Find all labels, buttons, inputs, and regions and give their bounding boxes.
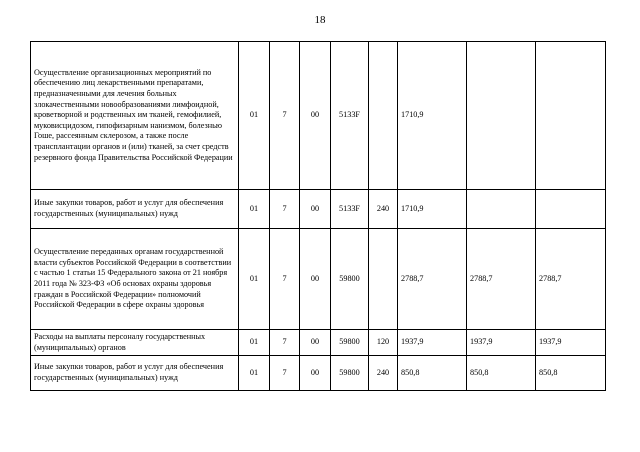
table-row [31, 356, 606, 391]
page-number: 18 [314, 14, 326, 26]
section-code: 01 [239, 229, 270, 330]
amount-year-3 [536, 190, 606, 229]
program-code: 00 [300, 42, 331, 190]
row-name: Иные закупки товаров, работ и услуг для обеспечения государственных (муниципальных) нужд [31, 356, 239, 391]
amount-year-1: 1937,9 [398, 330, 467, 356]
amount-year-3 [536, 42, 606, 190]
expense-type-code: 240 [369, 190, 398, 229]
table-row [31, 330, 606, 356]
row-name: Иные закупки товаров, работ и услуг для обеспечения государственных (муниципальных) нужд [31, 190, 239, 229]
amount-year-2: 850,8 [467, 356, 536, 391]
expense-type-code [369, 42, 398, 190]
amount-year-3: 850,8 [536, 356, 606, 391]
amount-year-1: 850,8 [398, 356, 467, 391]
expense-type-code: 120 [369, 330, 398, 356]
row-name: Осуществление организационных мероприятий по обеспечению лиц лекарственными препаратами, предназначенными для лечения больных злокачественными новообразованиями лимфоидной, кроветворной и родственных им тканей, гемофилией, муковисцидозом, гипофизарным нанизмом, болезнью Гоше, рассеянным склерозом, а также после трансплантации органов и (или) тканей, за счет средств резервного фонда Правительства Российской Федерации [31, 42, 239, 190]
budget-table [30, 41, 606, 391]
section-code: 01 [239, 356, 270, 391]
program-code: 00 [300, 190, 331, 229]
subsection-code: 7 [270, 356, 300, 391]
table-row [31, 229, 606, 330]
program-code: 00 [300, 229, 331, 330]
table-row [31, 42, 606, 190]
direction-code: 5133F [331, 190, 369, 229]
amount-year-2: 2788,7 [467, 229, 536, 330]
program-code: 00 [300, 330, 331, 356]
expense-type-code: 240 [369, 356, 398, 391]
direction-code: 59800 [331, 356, 369, 391]
subsection-code: 7 [270, 330, 300, 356]
row-name: Расходы на выплаты персоналу государственных (муниципальных) органов [31, 330, 239, 356]
subsection-code: 7 [270, 229, 300, 330]
section-code: 01 [239, 190, 270, 229]
direction-code: 5133F [331, 42, 369, 190]
amount-year-1: 2788,7 [398, 229, 467, 330]
program-code: 00 [300, 356, 331, 391]
expense-type-code [369, 229, 398, 330]
subsection-code: 7 [270, 42, 300, 190]
subsection-code: 7 [270, 190, 300, 229]
section-code: 01 [239, 330, 270, 356]
direction-code: 59800 [331, 330, 369, 356]
section-code: 01 [239, 42, 270, 190]
amount-year-2: 1937,9 [467, 330, 536, 356]
amount-year-2 [467, 190, 536, 229]
amount-year-3: 2788,7 [536, 229, 606, 330]
amount-year-1: 1710,9 [398, 42, 467, 190]
direction-code: 59800 [331, 229, 369, 330]
row-name: Осуществление переданных органам государственной власти субъектов Российской Федерации в соответствии с частью 1 статьи 15 Федерального закона от 21 ноября 2011 года № 323-ФЗ «Об основах охраны здоровья граждан в Российской Федерации» полномочий Российской Федерации в сфере охраны здоровья [31, 229, 239, 330]
amount-year-2 [467, 42, 536, 190]
amount-year-3: 1937,9 [536, 330, 606, 356]
table-row [31, 190, 606, 229]
amount-year-1: 1710,9 [398, 190, 467, 229]
